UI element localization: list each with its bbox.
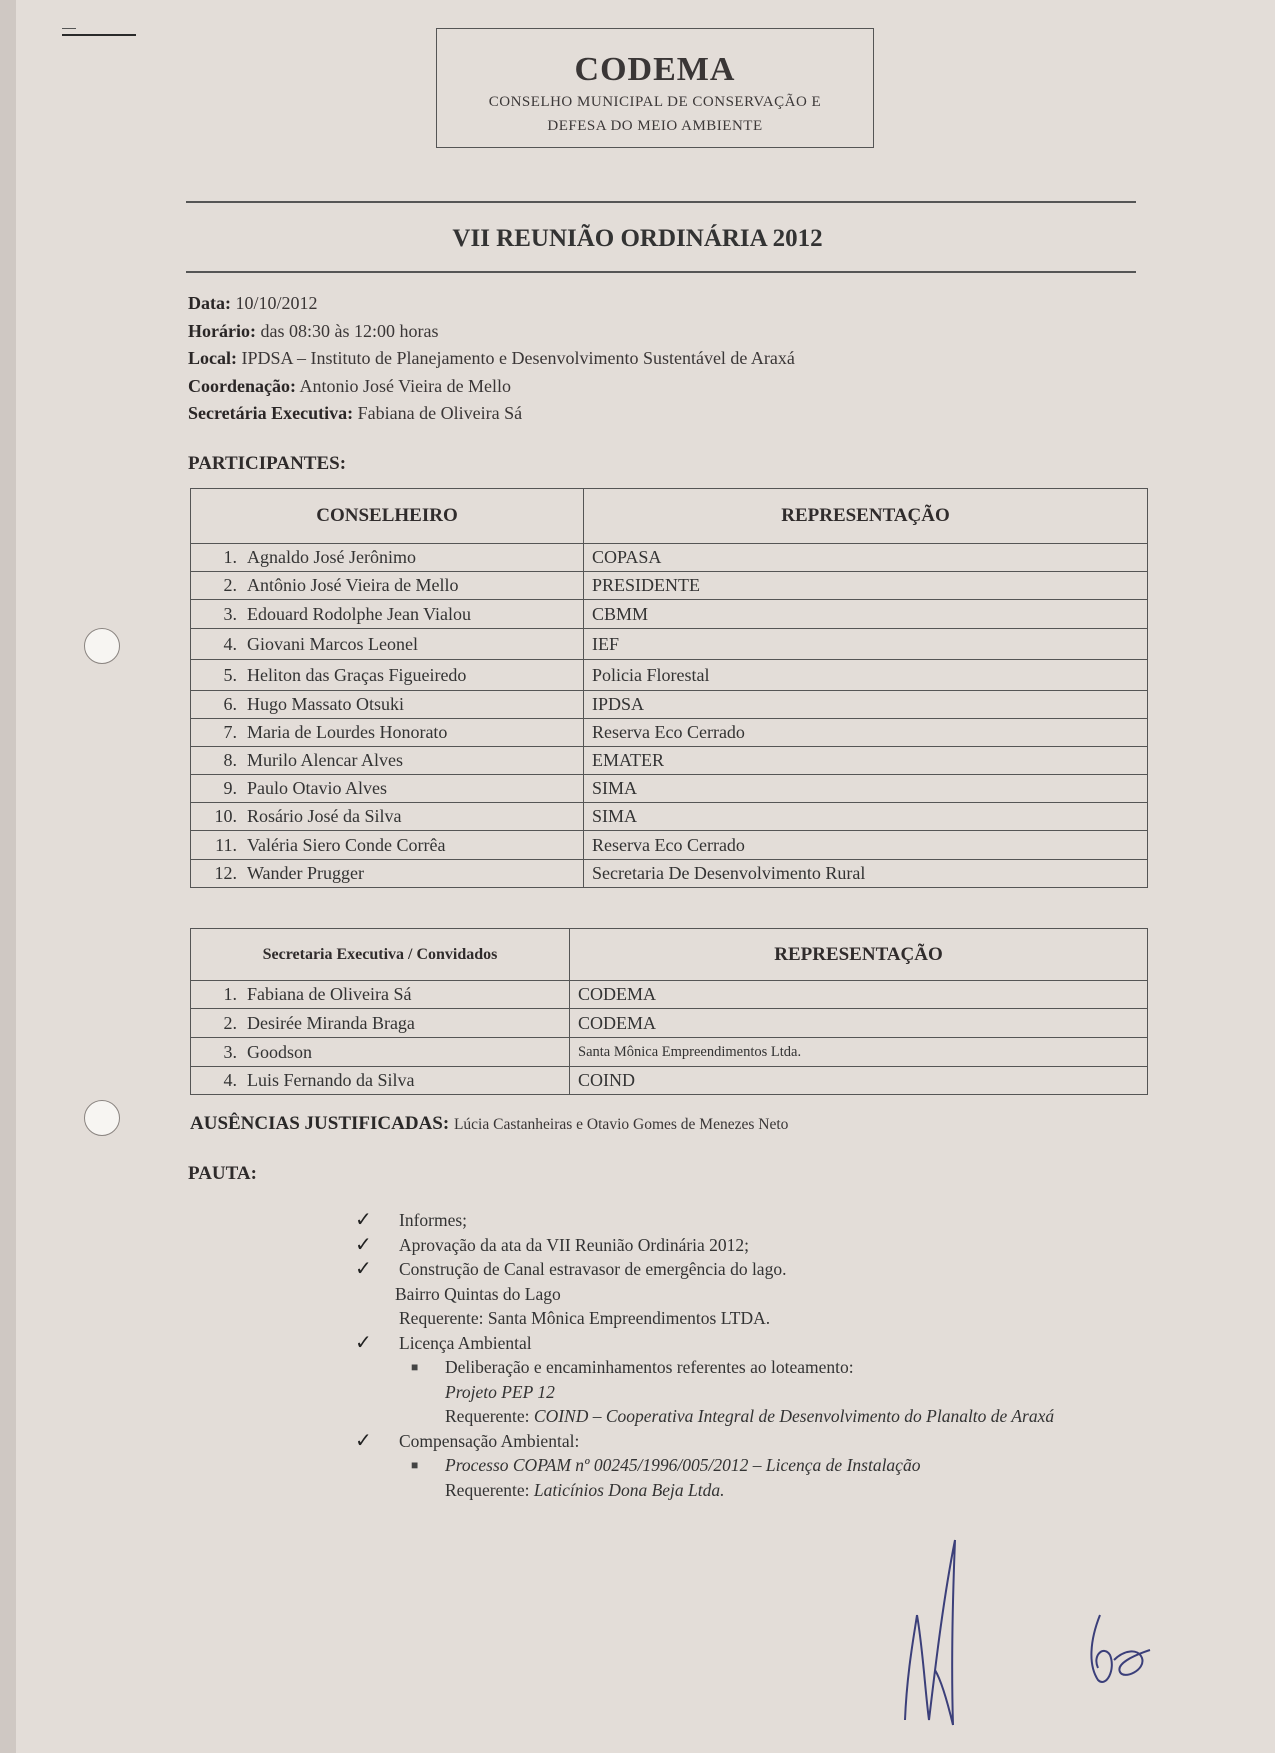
agenda-list: [355, 1208, 1054, 1502]
row-number: 5.: [223, 664, 237, 685]
member-name: Valéria Siero Conde Corrêa: [247, 834, 446, 855]
location-value: IPDSA – Instituto de Planejamento e Desenvolvimento Sustentável de Araxá: [241, 348, 795, 368]
agenda-item: [355, 1429, 1054, 1454]
representation-cell: CODEMA: [570, 981, 1148, 1009]
representation-cell: COIND: [570, 1067, 1148, 1095]
table-row: [191, 600, 1148, 629]
councillors-table: [190, 488, 1148, 888]
letterhead-box: [436, 28, 874, 148]
member-cell: [191, 1038, 570, 1067]
scan-edge: [0, 0, 16, 1753]
project-name: Projeto PEP 12: [445, 1381, 555, 1402]
divider-bottom: [186, 271, 1136, 273]
agenda-subitem-text: Deliberação e encaminhamentos referentes ao loteamento:: [445, 1357, 854, 1377]
representation-cell: Reserva Eco Cerrado: [584, 831, 1148, 860]
agenda-item: [355, 1208, 1054, 1233]
row-number: 3.: [223, 1041, 237, 1062]
table-row: [191, 860, 1148, 888]
agenda-subitem: [355, 1355, 1054, 1380]
coordination-value: Antonio José Vieira de Mello: [299, 375, 512, 396]
secretary-value: Fabiana de Oliveira Sá: [357, 403, 523, 423]
secretary-label: Secretária Executiva:: [188, 403, 354, 423]
checkmark-icon: ✓: [355, 1331, 372, 1354]
row-number: 1.: [223, 984, 237, 1004]
table-row: [191, 544, 1148, 572]
representation-cell: Reserva Eco Cerrado: [584, 719, 1148, 747]
member-cell: [191, 747, 584, 775]
meeting-info: [188, 290, 795, 428]
representation-cell: Policia Florestal: [584, 660, 1148, 691]
member-name: Antônio José Vieira de Mello: [247, 575, 459, 595]
square-bullet-icon: ■: [411, 1458, 419, 1472]
coordination-label: Coordenação:: [188, 375, 296, 396]
table-row: [191, 831, 1148, 860]
member-name: Heliton das Graças Figueiredo: [247, 664, 467, 685]
row-number: 7.: [223, 722, 237, 742]
table-row: [191, 660, 1148, 691]
row-number: 3.: [223, 603, 237, 624]
requester-value: Laticínios Dona Beja Ltda.: [533, 1479, 725, 1500]
signature-2: [1080, 1610, 1160, 1700]
row-number: 11.: [215, 834, 237, 855]
member-cell: [191, 981, 570, 1009]
agenda-heading: PAUTA:: [188, 1163, 257, 1184]
table-row: [191, 572, 1148, 600]
table-row: [191, 629, 1148, 660]
member-cell: [191, 775, 584, 803]
row-number: 9.: [223, 778, 237, 798]
representation-cell: EMATER: [584, 747, 1148, 775]
member-cell: [191, 1009, 570, 1038]
representation-cell: CBMM: [584, 600, 1148, 629]
absences-text: Lúcia Castanheiras e Otavio Gomes de Menezes Neto: [453, 1116, 789, 1133]
agenda-subitem: [355, 1453, 1054, 1478]
member-name: Desirée Miranda Braga: [247, 1012, 415, 1033]
pen-mark: [62, 28, 76, 29]
representation-cell: SIMA: [584, 803, 1148, 831]
member-name: Murilo Alencar Alves: [247, 750, 403, 770]
time-value: das 08:30 às 12:00 horas: [260, 320, 439, 341]
location-label: Local:: [188, 348, 237, 368]
row-number: 4.: [223, 633, 237, 654]
member-name: Luis Fernando da Silva: [247, 1070, 415, 1090]
divider-top: [186, 201, 1136, 203]
agenda-item: [355, 1233, 1054, 1258]
representation-cell: Secretaria De Desenvolvimento Rural: [584, 860, 1148, 888]
pen-mark: [62, 34, 136, 36]
agenda-item: [355, 1257, 1054, 1282]
member-name: Edouard Rodolphe Jean Vialou: [247, 603, 472, 624]
table-row: [191, 691, 1148, 719]
member-name: Agnaldo José Jerônimo: [247, 547, 416, 567]
table-row: [191, 1009, 1148, 1038]
agenda-requester: [355, 1404, 1054, 1429]
representation-cell: IEF: [584, 629, 1148, 660]
row-number: 1.: [223, 547, 237, 567]
member-cell: [191, 660, 584, 691]
representation-cell: SIMA: [584, 775, 1148, 803]
member-name: Giovani Marcos Leonel: [247, 633, 418, 654]
agenda-requester: [355, 1478, 1054, 1503]
row-number: 2.: [223, 575, 237, 595]
requester-value: COIND – Cooperativa Integral de Desenvolvimento do Planalto de Araxá: [533, 1406, 1055, 1426]
row-number: 6.: [223, 694, 237, 714]
agenda-item-detail: Bairro Quintas do Lago: [395, 1283, 561, 1304]
table-row: [191, 775, 1148, 803]
col-header-representation: REPRESENTAÇÃO: [570, 929, 1148, 981]
representation-cell: Santa Mônica Empreendimentos Ltda.: [570, 1038, 1148, 1067]
member-name: Goodson: [247, 1041, 313, 1062]
member-cell: [191, 831, 584, 860]
agenda-item-text: Aprovação da ata da VII Reunião Ordinária 2012;: [399, 1234, 750, 1255]
agenda-subitem-text: Processo COPAM nº 00245/1996/005/2012 – Licença de Instalação: [445, 1455, 921, 1475]
row-number: 12.: [214, 863, 237, 883]
agenda-item: [355, 1331, 1054, 1356]
org-subtitle-line2: DEFESA DO MEIO AMBIENTE: [547, 118, 763, 134]
table-row: [191, 1038, 1148, 1067]
member-cell: [191, 600, 584, 629]
checkmark-icon: ✓: [355, 1233, 372, 1256]
member-name: Rosário José da Silva: [247, 806, 402, 826]
justified-absences: [190, 1113, 788, 1135]
representation-cell: IPDSA: [584, 691, 1148, 719]
member-cell: [191, 629, 584, 660]
table-row: [191, 803, 1148, 831]
member-name: Wander Prugger: [247, 863, 365, 883]
punch-hole: [84, 1100, 120, 1136]
checkmark-icon: ✓: [355, 1258, 372, 1280]
row-number: 8.: [223, 750, 237, 770]
agenda-item-detail: Requerente: Santa Mônica Empreendimentos LTDA.: [399, 1308, 771, 1328]
member-name: Fabiana de Oliveira Sá: [247, 984, 412, 1004]
member-cell: [191, 719, 584, 747]
row-number: 2.: [223, 1012, 237, 1033]
table-row: [191, 747, 1148, 775]
member-cell: [191, 1067, 570, 1095]
agenda-item-text: Licença Ambiental: [399, 1332, 532, 1353]
agenda-item-text: Construção de Canal estravasor de emergência do lago.: [399, 1259, 787, 1279]
member-name: Hugo Massato Otsuki: [247, 694, 404, 714]
col-header-councillor: CONSELHEIRO: [191, 489, 584, 544]
checkmark-icon: ✓: [355, 1209, 372, 1231]
representation-cell: PRESIDENTE: [584, 572, 1148, 600]
member-cell: [191, 572, 584, 600]
member-cell: [191, 544, 584, 572]
table-row: [191, 981, 1148, 1009]
date-label: Data:: [188, 293, 231, 313]
requester-label: Requerente:: [445, 1479, 534, 1500]
col-header-representation: REPRESENTAÇÃO: [584, 489, 1148, 544]
checkmark-icon: ✓: [355, 1429, 372, 1452]
page-title: VII REUNIÃO ORDINÁRIA 2012: [452, 225, 823, 252]
member-cell: [191, 860, 584, 888]
org-subtitle-line1: CONSELHO MUNICIPAL DE CONSERVAÇÃO E: [488, 94, 822, 110]
time-label: Horário:: [188, 320, 256, 341]
row-number: 4.: [223, 1070, 237, 1090]
representation-cell: CODEMA: [570, 1009, 1148, 1038]
requester-label: Requerente:: [445, 1406, 534, 1426]
date-value: 10/10/2012: [235, 293, 318, 313]
absences-label: AUSÊNCIAS JUSTIFICADAS:: [190, 1113, 450, 1134]
agenda-item-text: Informes;: [399, 1210, 468, 1230]
table-row: [191, 1067, 1148, 1095]
table-row: [191, 719, 1148, 747]
row-number: 10.: [214, 806, 237, 826]
punch-hole: [84, 628, 120, 664]
representation-cell: COPASA: [584, 544, 1148, 572]
member-cell: [191, 691, 584, 719]
member-cell: [191, 803, 584, 831]
signature-1: [895, 1520, 985, 1730]
org-name: CODEMA: [574, 51, 736, 88]
participants-heading: PARTICIPANTES:: [188, 453, 347, 474]
col-header-guests: Secretaria Executiva / Convidados: [191, 929, 570, 981]
member-name: Maria de Lourdes Honorato: [247, 722, 448, 742]
guests-table: [190, 928, 1148, 1095]
square-bullet-icon: ■: [411, 1360, 419, 1374]
agenda-item-text: Compensação Ambiental:: [399, 1430, 580, 1451]
member-name: Paulo Otavio Alves: [247, 778, 387, 798]
